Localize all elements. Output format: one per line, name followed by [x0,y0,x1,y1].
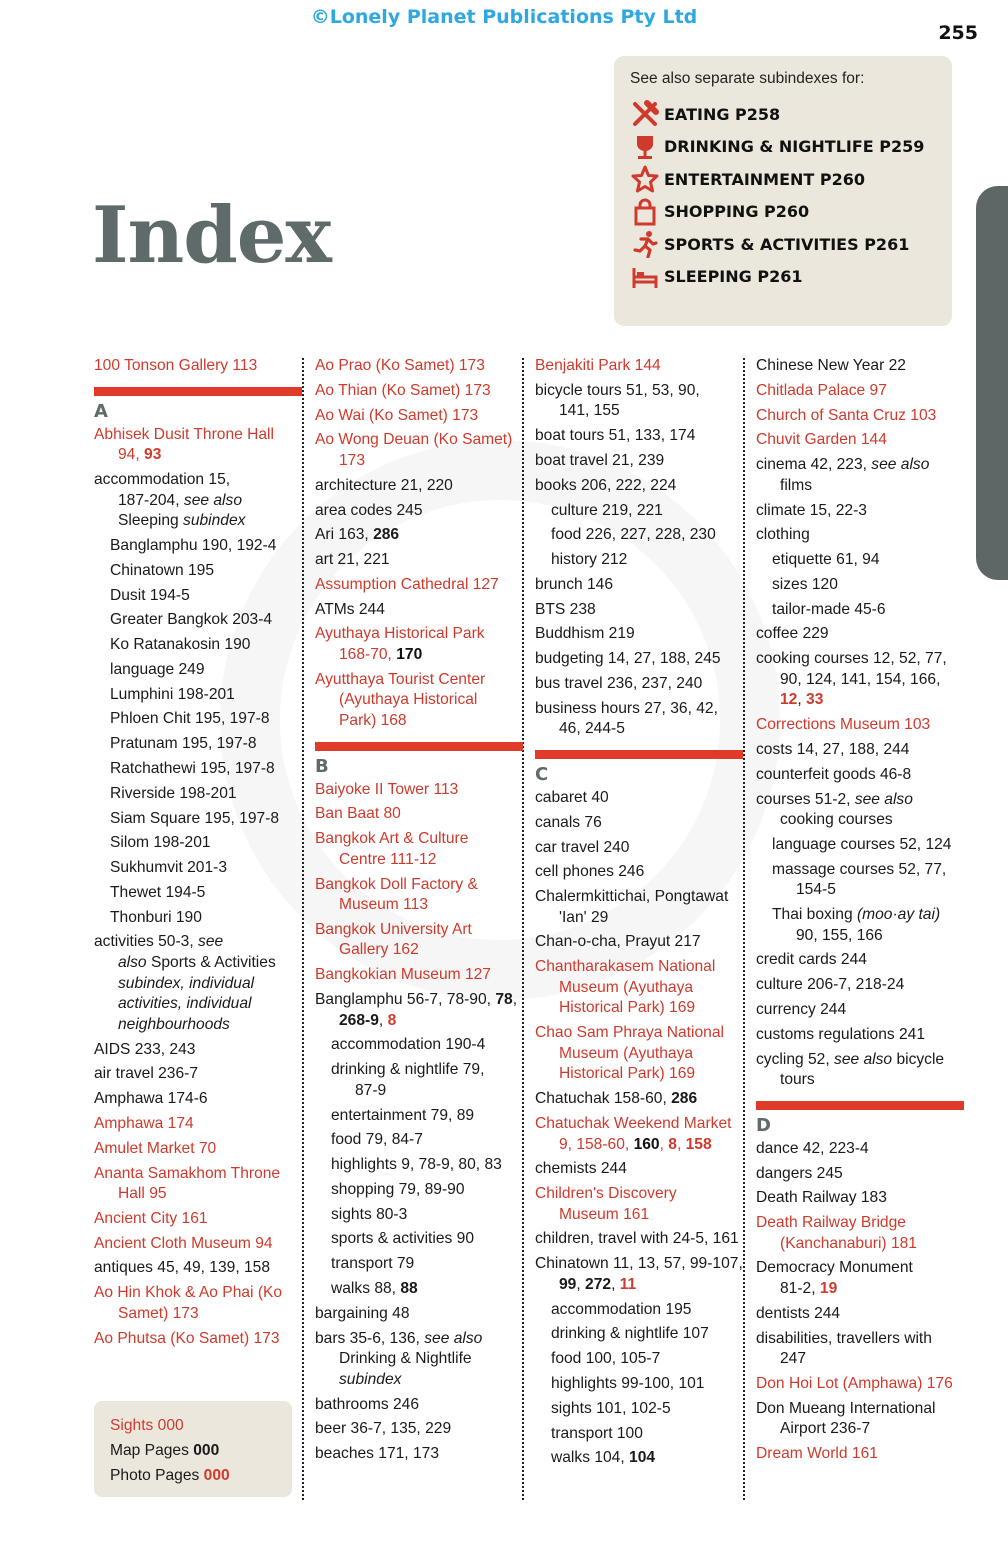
index-entry[interactable]: bicycle tours 51, 53, 90, 141, 155 [535,381,700,420]
index-entry[interactable]: Abhisek Dusit Throne Hall 94, 93 [94,425,274,464]
shopping-bag-icon [630,198,660,226]
index-subentry[interactable]: Silom 198-201 [110,834,211,852]
index-subentry[interactable]: sports & activities 90 [331,1230,475,1248]
index-column-4 [756,356,964,1469]
index-subentry[interactable]: etiquette 61, 94 [772,551,880,569]
index-entry[interactable]: bus travel 236, 237, 240 [535,674,703,692]
index-entry[interactable]: architecture 21, 220 [315,476,453,494]
index-subentry[interactable]: food 79, 84-7 [331,1131,423,1149]
index-entry[interactable]: courses 51-2, see also cooking courses [756,790,913,829]
subindex-entertainment[interactable] [630,163,952,196]
index-entry[interactable]: boat tours 51, 133, 174 [535,427,696,445]
legend-map-pages: Map Pages 000 [110,1442,220,1459]
index-subentry[interactable]: sights 101, 102-5 [551,1399,671,1417]
index-entry[interactable]: Ananta Samakhom Throne Hall 95 [94,1164,281,1203]
index-entry[interactable]: Ao Prao (Ko Samet) 173 [315,357,485,374]
index-subentry[interactable]: Sukhumvit 201-3 [110,859,228,877]
column-separator [743,358,745,1500]
index-subentry[interactable]: Chinatown 195 [110,561,215,579]
index-column-2 [315,356,523,1469]
index-subentry[interactable]: Pratunam 195, 197-8 [110,735,257,753]
index-subentry[interactable]: sights 80-3 [331,1205,408,1223]
letter-heading-a: A [94,387,302,423]
legend-sights: Sights 000 [110,1417,184,1434]
index-entry[interactable]: Chitlada Palace 97 [756,381,887,399]
index-subentry[interactable]: Dusit 194-5 [110,586,190,604]
letter-heading-b: B [315,742,523,778]
index-entry[interactable]: Buddhism 219 [535,625,635,643]
running-person-icon [630,230,660,258]
index-entry[interactable]: Ari 163, 286 [315,526,400,544]
index-entry[interactable]: Ayuthaya Historical Park 168-70, 170 [315,625,485,663]
index-entry[interactable]: Baiyoke II Tower 113 [315,780,459,798]
index-entry[interactable]: area codes 245 [315,501,423,519]
index-entry[interactable]: disabilities, travellers with 247 [756,1329,932,1368]
index-entry[interactable]: Banglamphu 56-7, 78-90, 78, 268-9, 8 [315,991,518,1029]
index-entry[interactable]: antiques 45, 49, 139, 158 [94,1259,271,1277]
index-entry[interactable]: business hours 27, 36, 42, 46, 244-5 [535,699,718,738]
subindex-box [614,56,952,326]
subindex-label: DRINKING & NIGHTLIFE P259 [664,137,925,157]
index-entry[interactable]: Amulet Market 70 [94,1139,217,1157]
index-entry[interactable]: BTS 238 [535,600,596,618]
subindex-drinking[interactable] [630,131,952,164]
index-subentry[interactable]: food 226, 227, 228, 230 [551,526,716,544]
index-entry[interactable]: chemists 244 [535,1160,627,1178]
legend-box [94,1401,292,1497]
index-subentry[interactable]: massage courses 52, 77, 154-5 [772,860,947,899]
index-entry[interactable]: culture 206-7, 218-24 [756,976,905,994]
index-entry[interactable]: Ban Baat 80 [315,805,401,823]
index-entry[interactable]: cooking courses 12, 52, 77, 90, 124, 141, 154, 166, 12, 33 [756,650,947,709]
index-subentry[interactable]: walks 104, 104 [551,1449,656,1467]
index-subentry[interactable]: history 212 [551,551,628,569]
thumb-tab [976,186,1008,580]
index-entry[interactable]: Chan-o-cha, Prayut 217 [535,933,701,951]
index-entry[interactable]: air travel 236-7 [94,1065,199,1083]
index-subentry[interactable]: highlights 9, 78-9, 80, 83 [331,1156,502,1174]
index-entry[interactable]: coffee 229 [756,625,829,643]
subindex-sleeping[interactable] [630,261,952,294]
subindex-shopping[interactable] [630,196,952,229]
index-entry[interactable]: Death Railway Bridge (Kanchanaburi) 181 [756,1214,917,1252]
index-entry[interactable]: Benjakiti Park 144 [535,357,661,374]
index-subentry[interactable]: Thonburi 190 [110,908,202,926]
index-entry[interactable]: cycling 52, see also bicycle tours [756,1050,945,1089]
index-subentry[interactable]: Siam Square 195, 197-8 [110,809,280,827]
index-entry[interactable]: Church of Santa Cruz 103 [756,406,937,424]
index-entry[interactable]: Bangkok Art & Culture Centre 111-12 [315,830,469,868]
index-entry[interactable]: accommodation 15, 187-204, see also Sleeping subindex [94,470,246,530]
index-entry[interactable]: beer 36-7, 135, 229 [315,1420,452,1438]
index-entry[interactable]: Chinese New Year 22 [756,357,906,374]
index-entry[interactable]: Chatuchak Weekend Market 9, 158-60, 160, 8, 158 [535,1114,732,1153]
index-entry[interactable]: Bangkokian Museum 127 [315,966,491,984]
index-entry[interactable]: Don Mueang International Airport 236-7 [756,1399,936,1438]
index-subentry[interactable]: Ratchathewi 195, 197-8 [110,759,275,777]
index-subentry[interactable]: walks 88, 88 [331,1280,418,1298]
index-subentry[interactable]: sizes 120 [772,575,838,593]
index-subentry[interactable]: transport 100 [551,1424,643,1442]
fork-knife-icon [630,100,660,128]
index-entry[interactable]: cell phones 246 [535,863,645,881]
index-entry[interactable]: car travel 240 [535,838,630,856]
index-entry[interactable]: Chantharakasem National Museum (Ayuthaya Historical Park) 169 [535,958,716,1017]
index-entry[interactable]: Chatuchak 158-60, 286 [535,1090,698,1108]
index-subentry[interactable]: Phloen Chit 195, 197-8 [110,710,270,728]
index-entry[interactable]: canals 76 [535,813,602,831]
index-subentry[interactable]: highlights 99-100, 101 [551,1374,705,1392]
index-subentry[interactable]: transport 79 [331,1255,415,1273]
index-entry[interactable]: customs regulations 241 [756,1025,926,1043]
page-number: 255 [938,22,978,44]
index-entry[interactable]: currency 244 [756,1000,847,1018]
index-entry[interactable]: budgeting 14, 27, 188, 245 [535,650,721,668]
index-subentry[interactable]: Ko Ratanakosin 190 [110,636,251,654]
index-entry[interactable]: cinema 42, 223, see also films [756,456,930,494]
legend-photo-pages: Photo Pages 000 [110,1467,230,1484]
subindex-label: SPORTS & ACTIVITIES P261 [664,234,910,254]
index-subentry[interactable]: shopping 79, 89-90 [331,1180,465,1198]
index-entry[interactable]: Dream World 161 [756,1445,878,1463]
bed-icon [630,263,660,291]
index-entry[interactable]: Ancient City 161 [94,1209,208,1227]
index-entry[interactable]: Children's Discovery Museum 161 [535,1185,677,1223]
index-entry[interactable]: Ayutthaya Tourist Center (Ayuthaya Historical Park) 168 [315,670,486,729]
index-entry[interactable]: art 21, 221 [315,551,390,569]
index-entry[interactable]: Ao Hin Khok & Ao Phai (Ko Samet) 173 [94,1284,283,1322]
index-entry[interactable]: Ao Phutsa (Ko Samet) 173 [94,1329,280,1347]
index-entry[interactable]: dentists 244 [756,1304,841,1322]
page-title: Index [92,190,331,281]
index-subentry[interactable]: language 249 [110,660,205,678]
index-entry[interactable]: activities 50-3, see also Sports & Activities subindex, individual activities, individual neighbourhoods [94,933,276,1033]
index-entry[interactable]: Ao Wong Deuan (Ko Samet) 173 [315,431,513,469]
index-subentry[interactable]: drinking & nightlife 79, 87-9 [331,1061,485,1099]
index-entry[interactable]: costs 14, 27, 188, 244 [756,740,910,758]
index-entry[interactable]: credit cards 244 [756,951,867,969]
index-subentry[interactable]: entertainment 79, 89 [331,1106,475,1124]
subindex-label: EATING P258 [664,104,781,124]
index-entry[interactable]: dangers 245 [756,1164,843,1182]
index-entry[interactable]: AIDS 233, 243 [94,1040,196,1058]
index-entry[interactable]: Bangkok University Art Gallery 162 [315,920,472,959]
column-separator [302,358,304,1500]
index-entry[interactable]: bars 35-6, 136, see also Drinking & Nightlife subindex [315,1329,483,1388]
index-entry[interactable]: 100 Tonson Gallery 113 [94,357,258,374]
index-subentry[interactable]: Lumphini 198-201 [110,685,235,703]
index-subentry[interactable]: Greater Bangkok 203-4 [110,611,273,629]
index-entry[interactable]: Death Railway 183 [756,1189,887,1207]
subindex-sports[interactable] [630,228,952,261]
index-entry[interactable]: Assumption Cathedral 127 [315,575,499,593]
index-entry[interactable]: counterfeit goods 46-8 [756,765,912,783]
index-entry[interactable]: brunch 146 [535,575,614,593]
index-entry[interactable]: ATMs 244 [315,600,385,618]
index-subentry[interactable]: Riverside 198-201 [110,784,237,802]
subindex-label: ENTERTAINMENT P260 [664,169,866,189]
wine-glass-icon [630,133,660,161]
index-entry[interactable]: children, travel with 24-5, 161 [535,1230,739,1248]
index-entry[interactable]: Chuvit Garden 144 [756,431,887,449]
index-subentry[interactable]: accommodation 190-4 [331,1036,486,1054]
index-column-3 [535,356,743,1473]
index-entry[interactable]: climate 15, 22-3 [756,501,867,519]
index-entry[interactable]: books 206, 222, 224 [535,476,677,494]
index-entry[interactable]: Amphawa 174 [94,1114,194,1132]
index-column-1 [94,356,302,1353]
index-subentry[interactable]: drinking & nightlife 107 [551,1325,709,1343]
subindex-label: SLEEPING P261 [664,267,803,287]
subindex-eating[interactable] [630,98,952,131]
index-entry[interactable]: Amphawa 174-6 [94,1090,208,1108]
index-subentry[interactable]: Banglamphu 190, 192-4 [110,536,277,554]
index-entry[interactable]: Corrections Museum 103 [756,716,931,734]
star-icon [630,165,660,193]
index-entry[interactable]: bathrooms 246 [315,1395,420,1413]
index-entry[interactable]: cabaret 40 [535,788,609,806]
index-subentry[interactable]: accommodation 195 [551,1300,692,1318]
index-entry[interactable]: Chao Sam Phraya National Museum (Ayuthaya Historical Park) 169 [535,1024,724,1083]
index-subentry[interactable]: culture 219, 221 [551,501,663,519]
index-subentry[interactable]: Thewet 194-5 [110,883,206,901]
copyright-notice: ©Lonely Planet Publications Pty Ltd [310,6,698,28]
index-entry[interactable]: bargaining 48 [315,1304,410,1322]
subindex-label: SHOPPING P260 [664,202,810,222]
index-entry[interactable]: Don Hoi Lot (Amphawa) 176 [756,1374,953,1392]
index-entry[interactable]: Democracy Monument 81-2, 19 [756,1259,913,1298]
index-subentry[interactable]: Thai boxing (moo·ay tai) 90, 155, 166 [772,906,941,944]
index-entry[interactable]: beaches 171, 173 [315,1445,439,1463]
subindex-intro: See also separate subindexes for: [630,70,865,87]
index-entry[interactable]: Chinatown 11, 13, 57, 99-107, 99, 272, 11 [535,1255,743,1293]
index-entry[interactable]: Chalermkittichai, Pongtawat 'Ian' 29 [535,888,729,926]
index-subentry[interactable]: language courses 52, 124 [772,835,952,853]
index-subentry[interactable]: food 100, 105-7 [551,1350,661,1368]
index-entry[interactable]: Ao Wai (Ko Samet) 173 [315,406,479,424]
letter-heading-d: D [756,1101,964,1137]
index-entry[interactable]: Ao Thian (Ko Samet) 173 [315,381,491,399]
index-entry[interactable]: Bangkok Doll Factory & Museum 113 [315,875,478,914]
index-entry[interactable]: dance 42, 223-4 [756,1139,869,1157]
index-subentry[interactable]: tailor-made 45-6 [772,600,886,618]
index-entry[interactable]: clothing [756,526,810,544]
index-entry[interactable]: Ancient Cloth Museum 94 [94,1234,273,1252]
index-entry[interactable]: boat travel 21, 239 [535,451,665,469]
letter-heading-c: C [535,750,743,786]
